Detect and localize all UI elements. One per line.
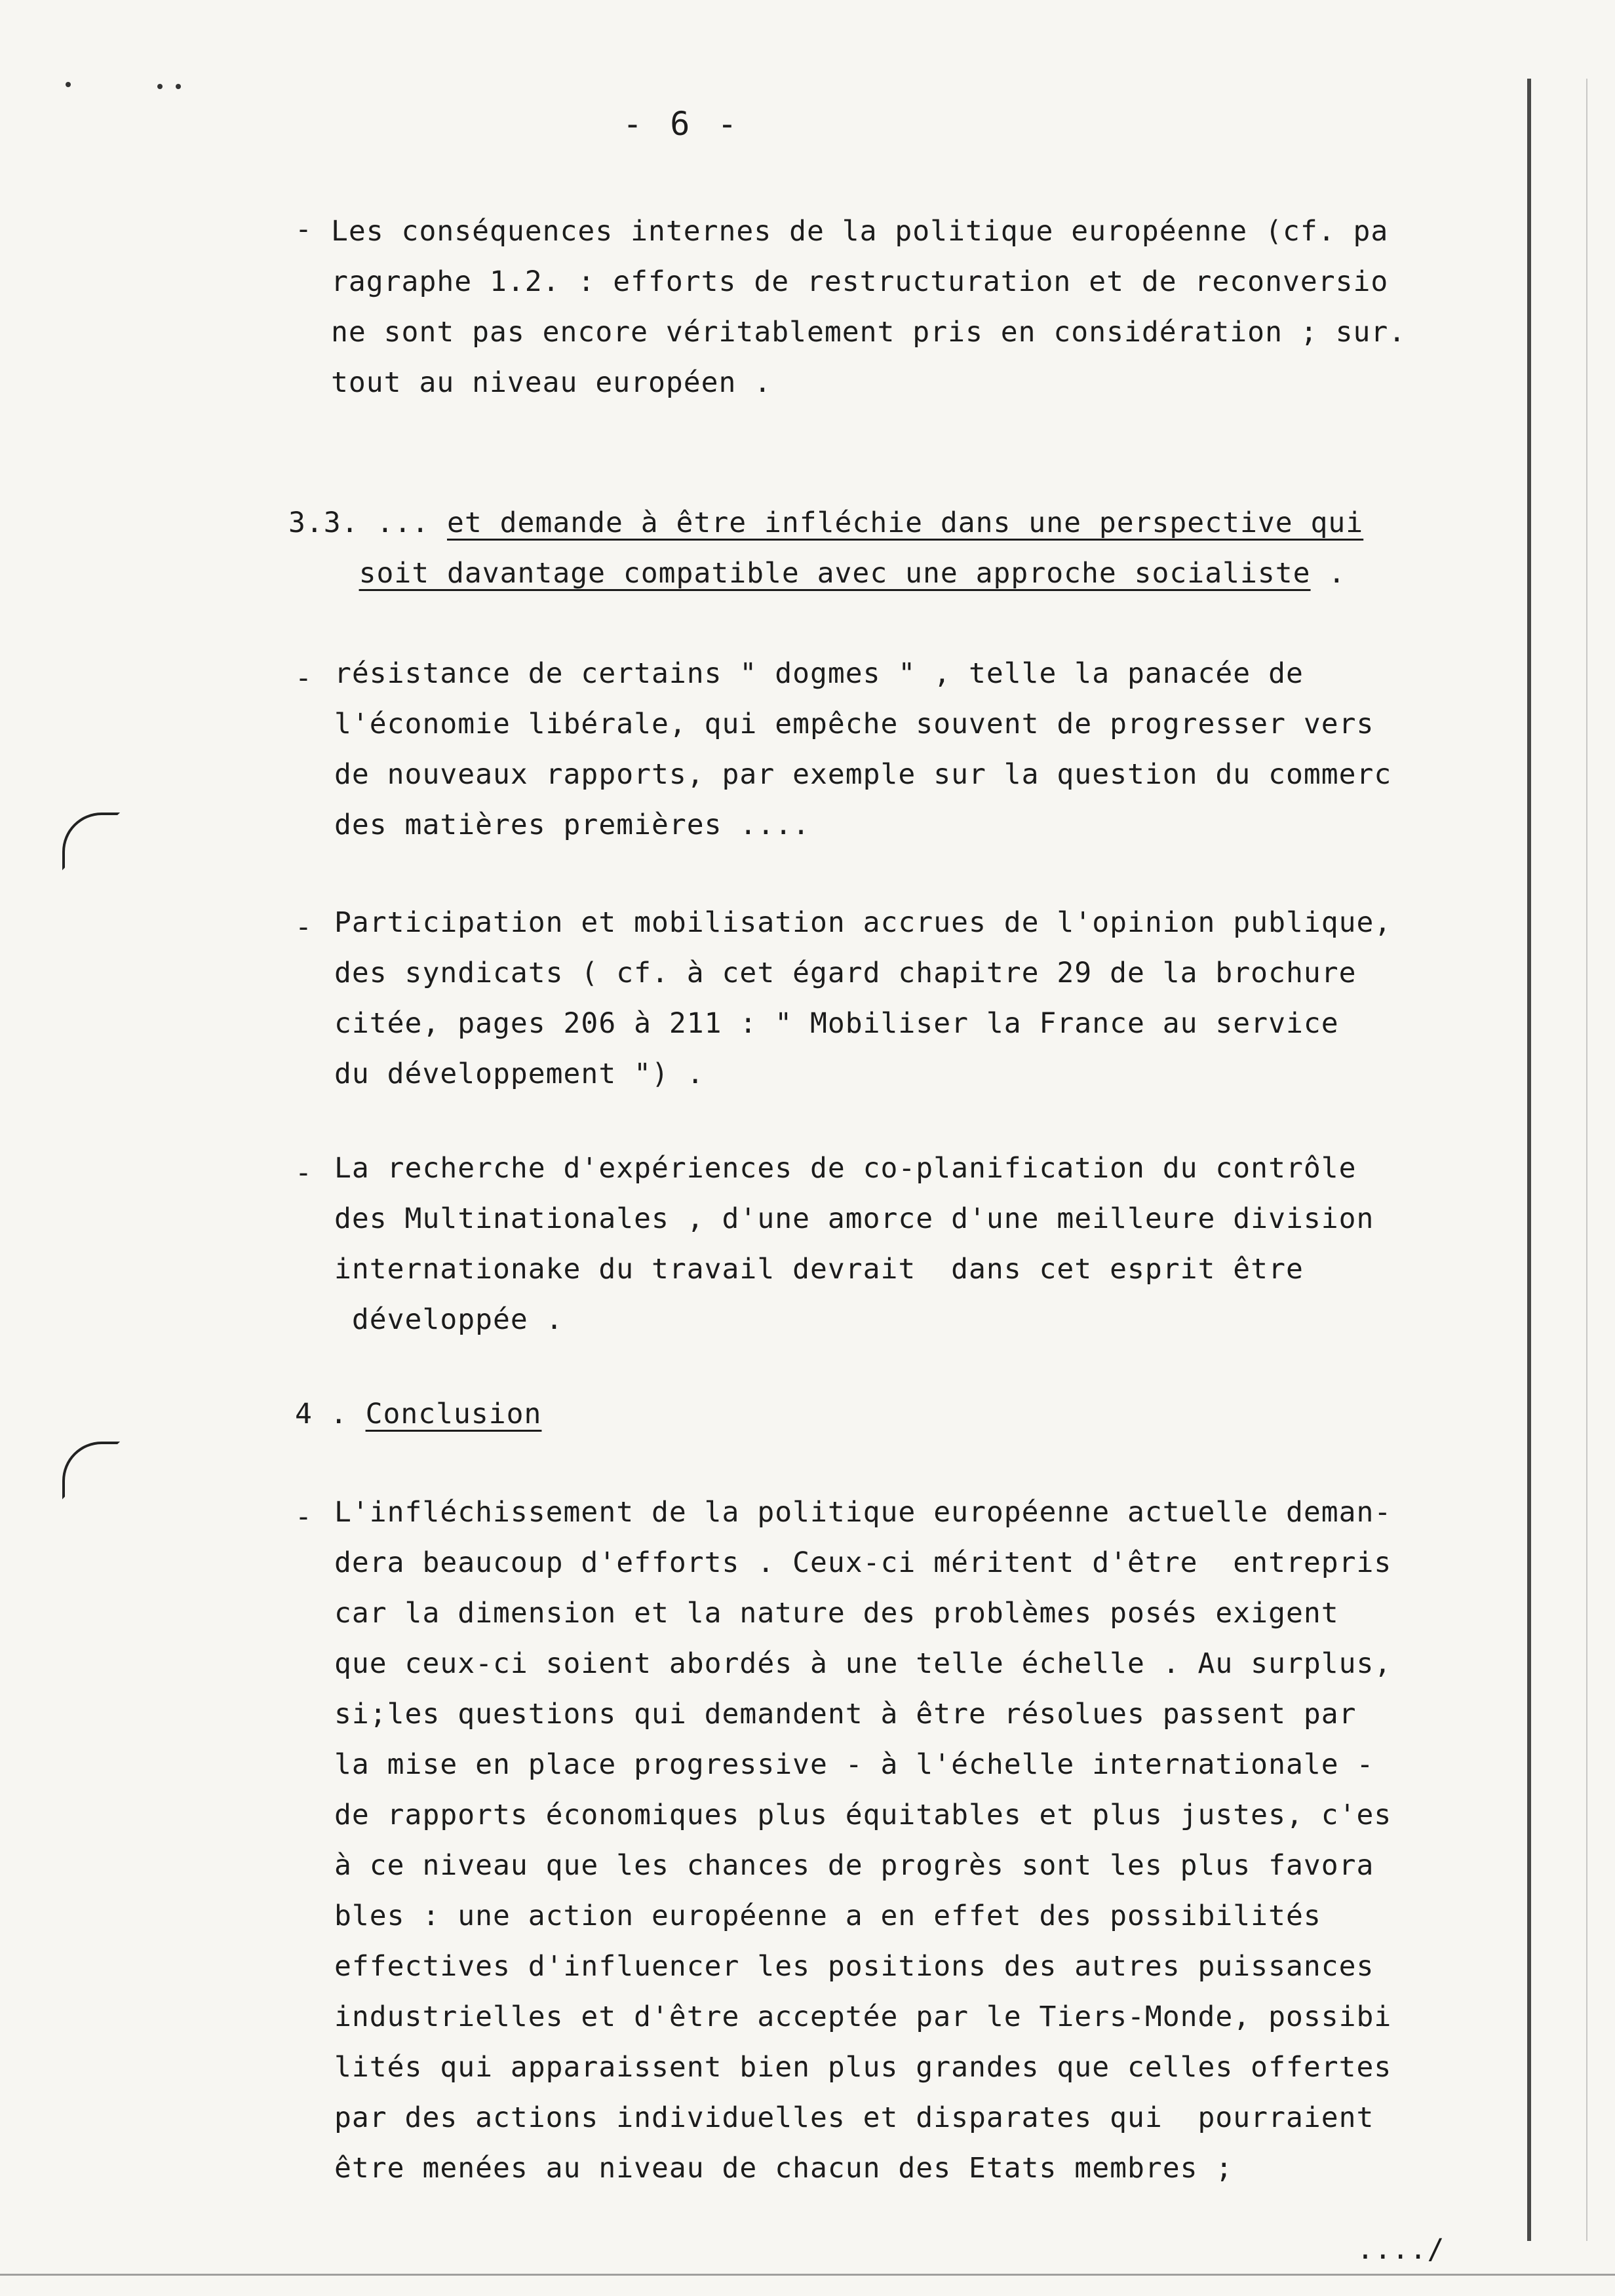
section-3-3-heading: 3.3. ... et demande à être infléchie dans une perspective qui soit davantage compatible avec une approche socialiste .	[288, 507, 1364, 590]
bullet-dash: -	[295, 662, 312, 695]
bullet-dash: -	[295, 1157, 312, 1189]
bullet-dash: -	[295, 911, 312, 944]
paragraph-dogmes: résistance de certains " dogmes " , telle la panacée de l'économie libérale, qui empêche souvent de progresser vers de nouveaux rapports, par exemple sur la question du commerc des matières premières ....	[334, 657, 1392, 841]
section-4-heading: 4 . Conclusion	[295, 1398, 542, 1430]
margin-scan-line	[1586, 79, 1587, 2241]
scan-speck	[157, 84, 163, 89]
hole-punch-mark	[62, 1442, 120, 1499]
scan-speck	[66, 82, 71, 87]
paragraph-conclusion: L'infléchissement de la politique européenne actuelle deman- dera beaucoup d'efforts . Ceux-ci méritent d'être entrepris car la dimension et la nature des problèmes posés exigent que ceux-ci soient abordés à une telle échelle . Au surplus, si;les questions qui demandent à être résolues passent par la mise en place progressive - à l'échelle internationale - de rapports économiques plus équitables et plus justes, c'es à ce niveau que les chances de progrès sont les plus favora bles : une action européenne a en effet des possibilités effectives d'influencer les positions des autres puissances industrielles et d'être acceptée par le Tiers-Monde, possibi lités qui apparaissent bien plus grandes que celles offertes par des actions individuelles et disparates qui pourraient être menées au niveau de chacun des Etats membres ;	[334, 1496, 1392, 2185]
paragraph-consequences: Les conséquences internes de la politique européenne (cf. pa ragraphe 1.2. : efforts de restructuration et de reconversio ne sont pas encore véritablement pris en considération ; sur. tout au niveau européen .	[331, 215, 1407, 399]
continuation-mark: ..../	[1357, 2233, 1445, 2266]
bullet-dash: -	[295, 1501, 312, 1533]
scan-speck	[176, 84, 181, 89]
bullet-dash: -	[295, 213, 312, 246]
hole-punch-mark	[62, 813, 120, 870]
margin-bar	[1527, 79, 1531, 2241]
paragraph-participation: Participation et mobilisation accrues de l'opinion publique, des syndicats ( cf. à cet égard chapitre 29 de la brochure citée, pages 206 à 211 : " Mobiliser la France au service du développement ") .	[334, 906, 1392, 1090]
page-number: - 6 -	[623, 105, 741, 143]
paragraph-recherche: La recherche d'expériences de co-planification du contrôle des Multinationales , d'une amorce d'une meilleure division internationake du travail devrait dans cet esprit être développée .	[334, 1152, 1374, 1336]
